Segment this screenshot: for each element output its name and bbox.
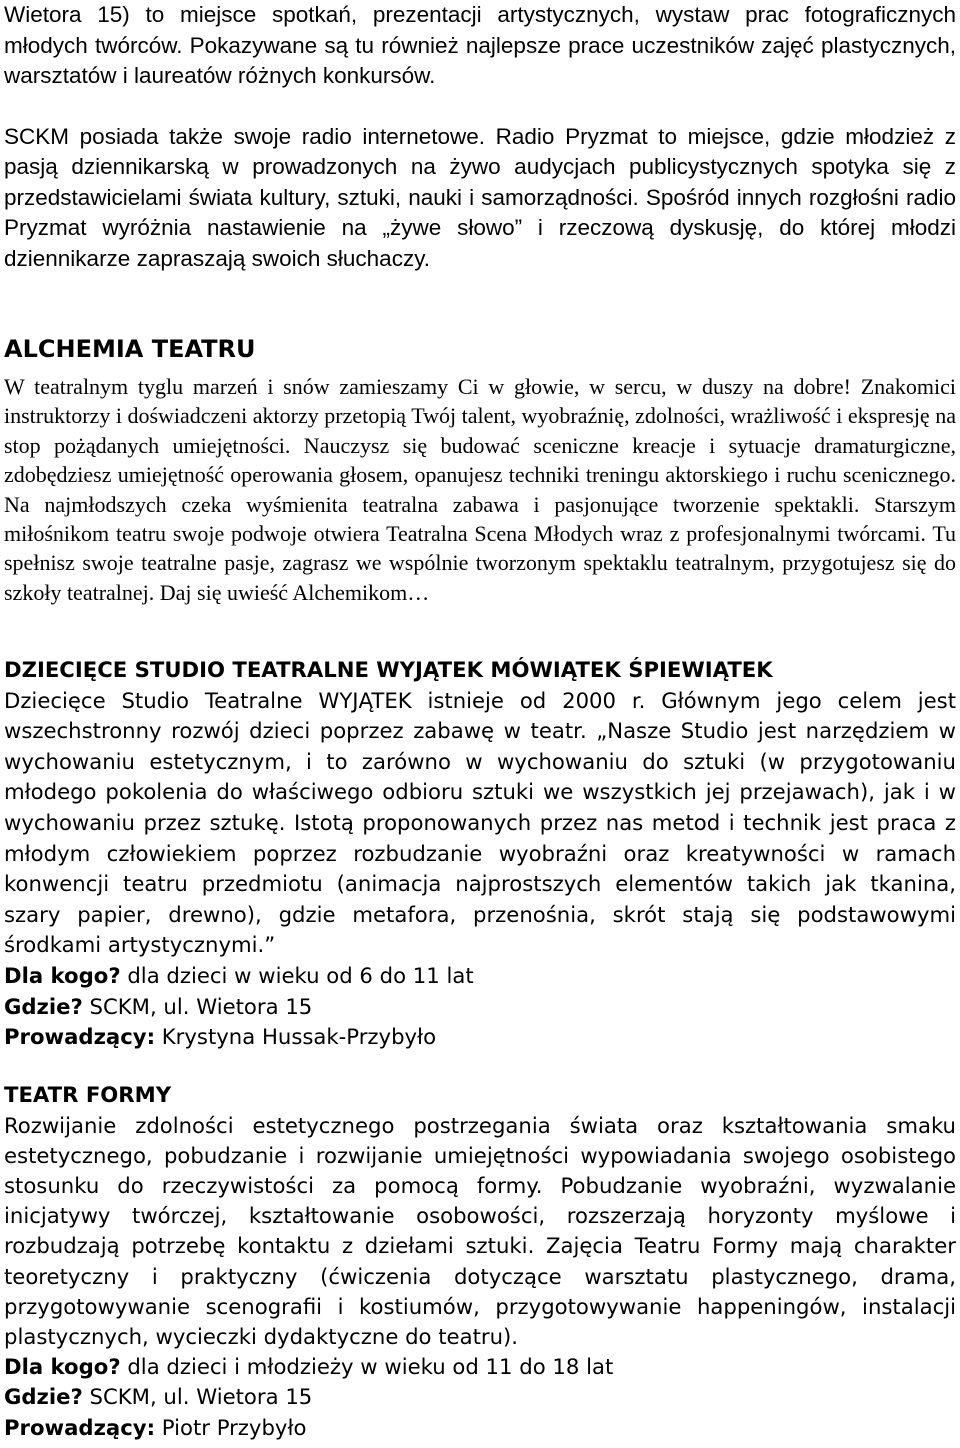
location-label: Gdzie? [4,1384,83,1410]
teatr-formy-section [4,1080,956,1443]
intro-section [4,0,956,274]
leader-value: Piotr Przybyło [155,1414,307,1440]
leader-label: Prowadzący: [4,1024,156,1050]
forma-location [4,1382,956,1412]
intro-paragraph-1: Wietora 15) to miejsce spotkań, prezentacji artystycznych, wystaw prac fotograficznych młodych twórców. Pokazywane są tu również najlepsze prace uczestników zajęć plastycznych, warsztatów i laureatów różnych konkursów. [4,2,956,88]
location-value: SCKM, ul. Wietora 15 [82,1384,313,1410]
alchemia-heading: ALCHEMIA TEATRU [4,335,256,363]
forma-leader [4,1413,956,1443]
forma-heading: TEATR FORMY [4,1082,172,1107]
location-label: Gdzie? [4,993,83,1019]
studio-body: Dziecięce Studio Teatralne WYJĄTEK istnieje od 2000 r. Głównym jego celem jest wszechstronny rozwój dzieci poprzez zabawę w teatr. „Nasze Studio jest narzędziem w wychowaniu estetycznym, i to zarówno w wychowaniu do sztuki (w przygotowaniu młodego pokolenia do właściwego odbioru sztuki we wszystkich jej przejawach), jak i w wychowaniu przez sztukę. Istotą proponowanych przez nas metod i technik jest praca z młodym człowiekiem poprzez rozbudzanie wyobraźni oraz kreatywności w ramach konwencji teatru przedmiotu (animacja najprostszych elementów takich jak tkanina, szary papier, drewno), gdzie metafora, przenośnia, skrót stają się podstawowymi środkami artystycznymi.” [4,687,956,958]
studio-audience [4,961,956,992]
alchemia-body: W teatralnym tyglu marzeń i snów zamieszamy Ci w głowie, w sercu, w duszy na dobre! Znakomici instruktorzy i doświadczeni aktorzy przetopią Twój talent, wyobraźnię, zdolności, wrażliwość i ekspresję na stop pożądanych umiejętności. Nauczysz się budować sceniczne kreacje i sytuacje dramaturgiczne, zdobędziesz umiejętność operowania głosem, opanujesz techniki treningu aktorskiego i ruchu scenicznego. Na najmłodszych czeka wyśmienita teatralna zabawa i pasjonujące tworzenie spektakli. Starszym miłośnikom teatru swoje podwoje otwiera Teatralna Scena Młodych wraz z profesjonalnymi twórcami. Tu spełnisz swoje teatralne pasje, zagrasz we wspólnie tworzonym spektaklu teatralnym, przygotujesz się do szkoły teatralnej. Daj się uwieść Alchemikom… [4,374,956,605]
studio-teatralne-section [4,655,956,1053]
studio-leader [4,1022,956,1053]
location-value: SCKM, ul. Wietora 15 [82,993,313,1019]
leader-value: Krystyna Hussak-Przybyło [155,1024,437,1050]
audience-label: Dla kogo? [4,962,121,988]
audience-label: Dla kogo? [4,1354,121,1380]
audience-value: dla dzieci i młodzieży w wieku od 11 do 18 lat [120,1354,614,1380]
audience-value: dla dzieci w wieku od 6 do 11 lat [120,962,474,988]
forma-body: Rozwijanie zdolności estetycznego postrzegania świata oraz kształtowania smaku estetycznego, pobudzanie i rozwijanie umiejętności wypowiadania swojego osobistego stosunku do rzeczywistości za pomocą formy. Pobudzanie wyobraźni, wyzwalanie inicjatywy twórczej, kształtowanie osobowości, rozszerzają horyzonty myślowe i rozbudzają potrzebę kontaktu z dziełami sztuki. Zajęcia Teatru Formy mają charakter teoretyczny i praktyczny (ćwiczenia dotyczące warsztatu plastycznego, drama, przygotowywanie scenografii i kostiumów, przygotowywanie happeningów, instalacji plastycznych, wycieczki dydaktyczne do teatru). [4,1112,956,1350]
leader-label: Prowadzący: [4,1414,156,1440]
forma-audience [4,1352,956,1382]
studio-location [4,992,956,1023]
alchemia-teatru-section [4,334,956,607]
intro-paragraph-2: SCKM posiada także swoje radio internetowe. Radio Pryzmat to miejsce, gdzie młodzież z pasją dziennikarską w prowadzonych na żywo audycjach publicystycznych spotyka się z przedstawicielami świata kultury, sztuki, nauki i samorządności. Spośród innych rozgłośni radio Pryzmat wyróżnia nastawienie na „żywe słowo” i rzeczową dyskusję, do której młodzi dziennikarze zapraszają swoich słuchaczy. [4,123,956,271]
studio-heading: DZIECIĘCE STUDIO TEATRALNE WYJĄTEK MÓWIĄTEK ŚPIEWIĄTEK [4,657,773,682]
